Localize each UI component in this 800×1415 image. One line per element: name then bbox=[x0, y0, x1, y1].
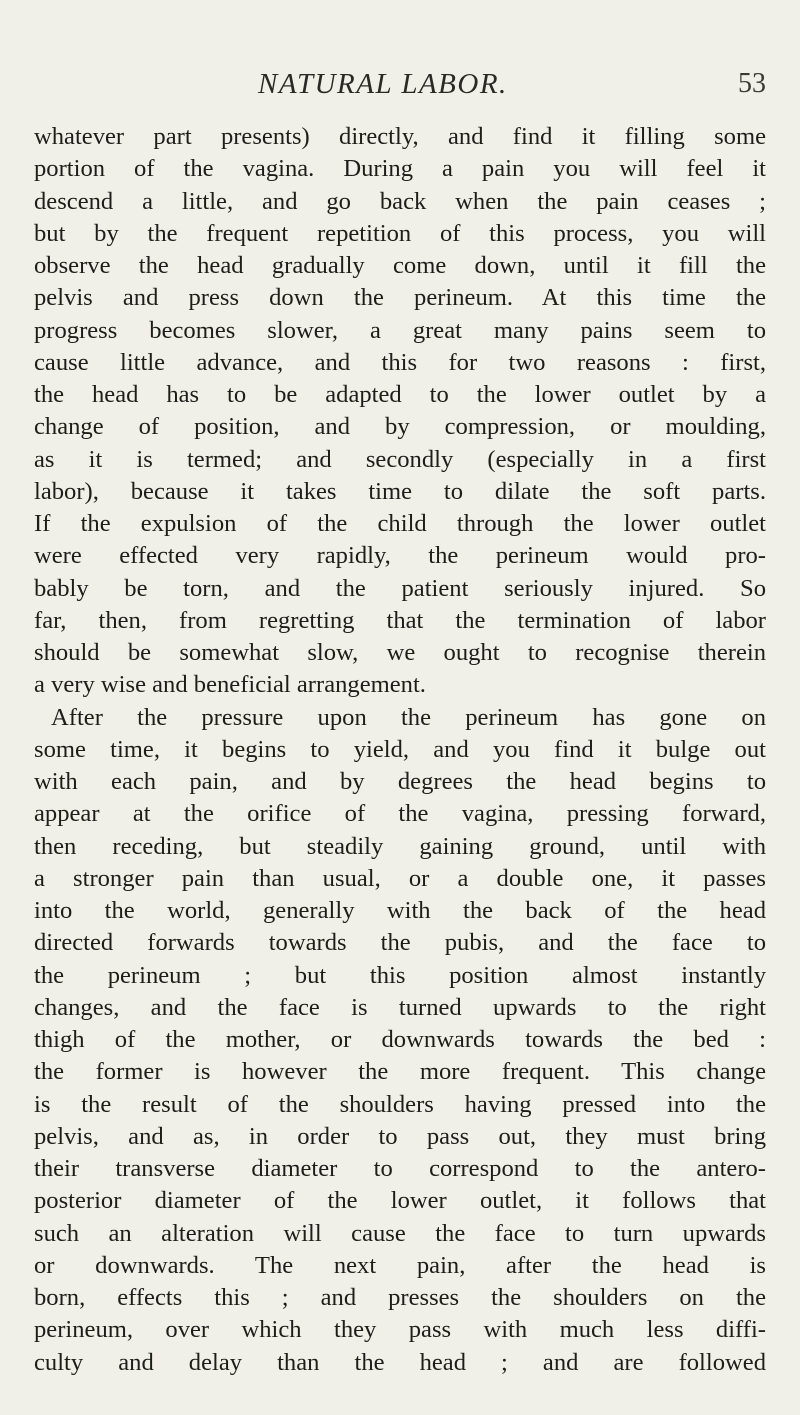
text-line: into the world, generally with the back of the head bbox=[34, 897, 766, 924]
text-line: observe the head gradually come down, until it fill the bbox=[34, 252, 766, 279]
text-line: such an alteration will cause the face to turn upwards bbox=[34, 1219, 766, 1247]
text-line: or downwards. The next pain, after the head is bbox=[34, 1251, 766, 1279]
text-line: the perineum ; but this position almost instantly bbox=[34, 961, 766, 989]
text-line: If the expulsion of the child through the lower outlet bbox=[34, 510, 766, 537]
text-line: posterior diameter of the lower outlet, it follows that bbox=[34, 1187, 766, 1215]
text-line: bably be torn, and the patient seriously injured. So bbox=[34, 574, 766, 602]
text-line: appear at the orifice of the vagina, pressing forward, bbox=[34, 800, 766, 828]
text-line: perineum, over which they pass with much less diffi- bbox=[34, 1316, 766, 1344]
text-line: portion of the vagina. During a pain you will feel it bbox=[34, 155, 766, 183]
text-line: the former is however the more frequent. This change bbox=[34, 1058, 766, 1086]
running-title: NATURAL LABOR. bbox=[258, 68, 508, 100]
text-line: the head has to be adapted to the lower outlet by a bbox=[34, 381, 766, 408]
text-line: is the result of the shoulders having pressed into the bbox=[34, 1090, 766, 1118]
text-line: change of position, and by compression, or moulding, bbox=[34, 413, 766, 441]
text-line: thigh of the mother, or downwards towards the bed : bbox=[34, 1026, 766, 1053]
text-line: their transverse diameter to correspond to the antero- bbox=[34, 1155, 766, 1182]
text-line: a very wise and beneficial arrangement. bbox=[34, 671, 426, 699]
text-line: should be somewhat slow, we ought to recognise therein bbox=[34, 639, 766, 666]
text-line: were effected very rapidly, the perineum would pro- bbox=[34, 542, 766, 570]
text-line: as it is termed; and secondly (especially in a first bbox=[34, 445, 766, 473]
text-line: progress becomes slower, a great many pains seem to bbox=[34, 316, 766, 344]
text-line: pelvis and press down the perineum. At this time the bbox=[34, 284, 766, 312]
text-line: After the pressure upon the perineum has gone on bbox=[51, 703, 766, 731]
text-line: a stronger pain than usual, or a double one, it passes bbox=[34, 864, 766, 892]
text-line: cause little advance, and this for two reasons : first, bbox=[34, 348, 766, 376]
text-line: whatever part presents) directly, and find it filling some bbox=[34, 123, 766, 150]
page-number: 53 bbox=[738, 68, 766, 99]
text-line: changes, and the face is turned upwards to the right bbox=[34, 993, 766, 1021]
text-line: descend a little, and go back when the pain ceases ; bbox=[34, 187, 766, 215]
text-line: then receding, but steadily gaining ground, until with bbox=[34, 832, 766, 860]
text-line: but by the frequent repetition of this process, you will bbox=[34, 219, 766, 247]
text-line: pelvis, and as, in order to pass out, they must bring bbox=[34, 1122, 766, 1150]
text-line: some time, it begins to yield, and you find it bulge out bbox=[34, 735, 766, 763]
text-line: born, effects this ; and presses the shoulders on the bbox=[34, 1284, 766, 1311]
body-text bbox=[34, 121, 766, 1379]
text-line: with each pain, and by degrees the head begins to bbox=[34, 768, 766, 795]
running-head bbox=[258, 68, 766, 104]
text-line: directed forwards towards the pubis, and the face to bbox=[34, 929, 766, 957]
text-line: culty and delay than the head ; and are followed bbox=[34, 1348, 766, 1376]
text-line: labor), because it takes time to dilate the soft parts. bbox=[34, 477, 766, 505]
text-line: far, then, from regretting that the termination of labor bbox=[34, 606, 766, 634]
